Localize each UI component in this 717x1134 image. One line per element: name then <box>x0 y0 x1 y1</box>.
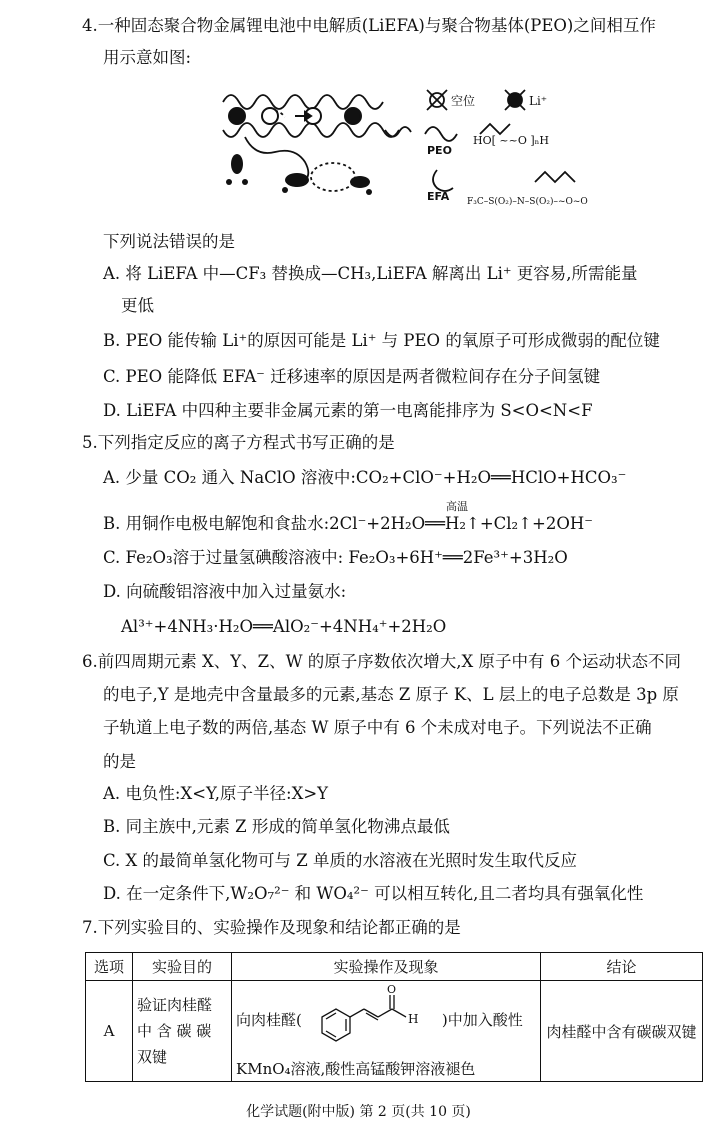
q7-row-a-operation-line2: KMnO₄溶液,酸性高锰酸钾溶液褪色 <box>236 1060 476 1078</box>
q6-stem-line1: 6.前四周期元素 X、Y、Z、W 的原子序数依次增大,X 原子中有 6 个运动状态不同 <box>82 652 682 671</box>
q7-table-header-row <box>86 953 703 981</box>
q6-stem-line2: 的电子,Y 是地壳中含量最多的元素,基态 Z 原子 K、L 层上的电子总数是 3p 原 <box>103 685 679 704</box>
q7-row-a-purpose <box>133 981 232 1082</box>
q7-row-a-operation <box>232 981 541 1082</box>
q7-row-a-conclusion: 肉桂醛中含有碳碳双键 <box>541 981 703 1082</box>
legend-li-label: Li⁺ <box>529 94 548 108</box>
aldehyde-oxygen-label: O <box>386 983 396 996</box>
legend-peo-formula: HO[ ~~O ]ₙH <box>473 134 549 147</box>
q7-header-option: 选项 <box>86 953 133 981</box>
q7-header-conclusion: 结论 <box>541 953 703 981</box>
q5-option-c: C. Fe₂O₃溶于过量氢碘酸溶液中: Fe₂O₃+6H⁺══2Fe³⁺+3H₂O <box>103 548 568 567</box>
q7-row-a-option: A <box>86 981 133 1082</box>
q5-option-b: B. 用铜作电极电解饱和食盐水:2Cl⁻+2H₂O══H₂↑+Cl₂↑+2OH⁻ <box>103 514 593 533</box>
q5-option-d-line2: Al³⁺+4NH₃·H₂O══AlO₂⁻+4NH₄⁺+2H₂O <box>121 617 447 636</box>
q4-option-a-line2: 更低 <box>121 296 154 315</box>
legend-vacancy-label: 空位 <box>451 94 476 108</box>
q7-header-operation: 实验操作及现象 <box>232 953 541 981</box>
legend-efa-label: EFA <box>427 190 450 203</box>
q7-row-a-purpose-line3: 双键 <box>137 1048 168 1066</box>
q7-stem: 7.下列实验目的、实验操作及现象和结论都正确的是 <box>82 918 461 937</box>
q4-stem-line2: 用示意如图: <box>103 48 192 67</box>
q7-row-a-purpose-line2: 中 含 碳 碳 <box>137 1022 212 1040</box>
q4-option-b: B. PEO 能传输 Li⁺的原因可能是 Li⁺ 与 PEO 的氧原子可形成微弱的配位键 <box>103 331 660 350</box>
q4-option-c: C. PEO 能降低 EFA⁻ 迁移速率的原因是两者微粒间存在分子间氢键 <box>103 367 601 386</box>
q7-header-purpose: 实验目的 <box>133 953 232 981</box>
q5-option-b-condition: 高温 <box>446 500 468 513</box>
q7-row-a-purpose-line1: 验证肉桂醛 <box>137 996 213 1014</box>
q6-stem-line3: 子轨道上电子数的两倍,基态 W 原子中有 6 个未成对电子。下列说法不正确 <box>103 718 652 737</box>
q4-figure <box>215 82 610 212</box>
q7-table-row-a <box>86 981 703 1082</box>
page-footer: 化学试题(附中版) 第 2 页(共 10 页) <box>246 1104 471 1120</box>
q7-table <box>85 952 703 1082</box>
q6-option-a: A. 电负性:X<Y,原子半径:X>Y <box>103 784 329 803</box>
q6-stem-line4: 的是 <box>103 752 136 771</box>
aldehyde-hydrogen-label: H <box>407 1012 419 1026</box>
q6-option-d: D. 在一定条件下,W₂O₇²⁻ 和 WO₄²⁻ 可以相互转化,且二者均具有强氧化性 <box>103 884 644 903</box>
q5-option-d-line1: D. 向硫酸铝溶液中加入过量氨水: <box>103 582 347 601</box>
q4-option-d: D. LiEFA 中四种主要非金属元素的第一电离能排序为 S<O<N<F <box>103 401 593 420</box>
q4-option-a-line1: A. 将 LiEFA 中—CF₃ 替换成—CH₃,LiEFA 解离出 Li⁺ 更容易,所需能量 <box>103 264 638 283</box>
cinnamaldehyde-structure <box>302 983 442 1055</box>
q7-row-a-operation-before: 向肉桂醛( <box>236 1010 302 1029</box>
q6-option-b: B. 同主族中,元素 Z 形成的简单氢化物沸点最低 <box>103 817 450 836</box>
q4-stem-line1: 4.一种固态聚合物金属锂电池中电解质(LiEFA)与聚合物基体(PEO)之间相互作 <box>82 16 656 35</box>
q5-option-a: A. 少量 CO₂ 通入 NaClO 溶液中:CO₂+ClO⁻+H₂O══HClO+HCO₃⁻ <box>103 468 627 487</box>
q4-ask: 下列说法错误的是 <box>103 232 235 251</box>
q5-stem: 5.下列指定反应的离子方程式书写正确的是 <box>82 433 395 452</box>
q6-option-c: C. X 的最简单氢化物可与 Z 单质的水溶液在光照时发生取代反应 <box>103 851 577 870</box>
q7-row-a-operation-after: )中加入酸性 <box>441 1010 523 1029</box>
legend-peo-label: PEO <box>427 144 452 157</box>
legend-efa-formula: F₃C–S(O₂)–N–S(O₂)–~O~O <box>467 197 588 207</box>
